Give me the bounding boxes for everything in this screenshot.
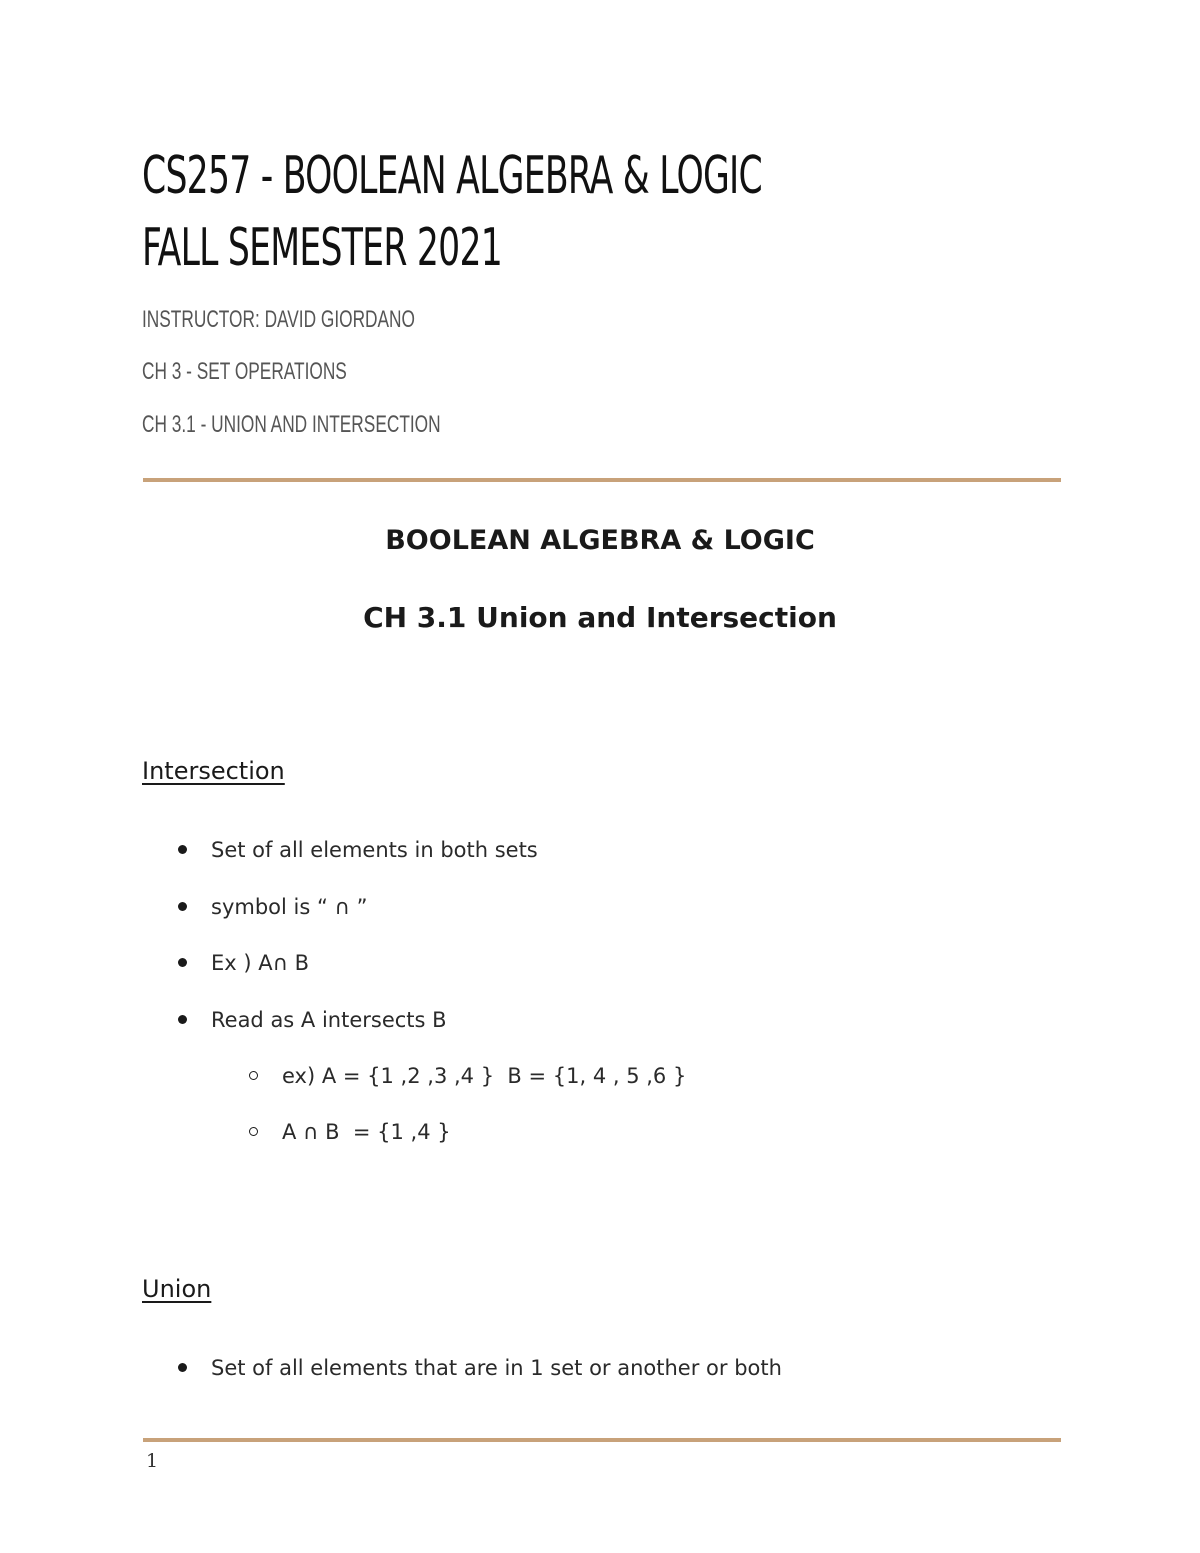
bullet-ring-icon: [249, 1127, 258, 1136]
sub-list-item: [249, 1122, 451, 1143]
bullet-dot-icon: [178, 845, 187, 854]
list-item: [178, 1010, 447, 1031]
intersection-section-title: Intersection: [142, 757, 285, 785]
list-item: [178, 1358, 782, 1379]
sub-list-item: [249, 1066, 686, 1087]
page-number: 1: [146, 1450, 159, 1472]
sub-list-item-text: ex) A = {1 ,2 ,3 ,4 } B = {1, 4 , 5 ,6 }: [282, 1064, 687, 1088]
bullet-dot-icon: [178, 902, 187, 911]
sub-heading: CH 3.1 Union and Intersection: [363, 601, 837, 634]
chapter-line: CH 3 - SET OPERATIONS: [142, 358, 347, 385]
sub-list-item-text: A ∩ B = {1 ,4 }: [282, 1120, 451, 1144]
instructor-line: INSTRUCTOR: DAVID GIORDANO: [142, 306, 415, 333]
bullet-ring-icon: [249, 1071, 258, 1080]
list-item-text: Set of all elements in both sets: [211, 838, 538, 862]
bullet-dot-icon: [178, 1363, 187, 1372]
course-title: CS257 - BOOLEAN ALGEBRA & LOGIC: [142, 146, 762, 206]
list-item-text: Ex ) A∩ B: [211, 951, 310, 975]
header-divider: [143, 478, 1061, 482]
list-item: [178, 897, 367, 918]
main-heading: BOOLEAN ALGEBRA & LOGIC: [385, 525, 815, 556]
list-item-text: symbol is “ ∩ ”: [211, 895, 368, 919]
semester-title: FALL SEMESTER 2021: [142, 218, 503, 278]
list-item: [178, 840, 538, 861]
section-line: CH 3.1 - UNION AND INTERSECTION: [142, 411, 441, 438]
list-item: [178, 953, 309, 974]
list-item-text: Read as A intersects B: [211, 1008, 447, 1032]
bullet-dot-icon: [178, 1015, 187, 1024]
union-section-title: Union: [142, 1275, 212, 1303]
footer-divider: [143, 1438, 1061, 1442]
bullet-dot-icon: [178, 958, 187, 967]
list-item-text: Set of all elements that are in 1 set or another or both: [211, 1356, 782, 1380]
